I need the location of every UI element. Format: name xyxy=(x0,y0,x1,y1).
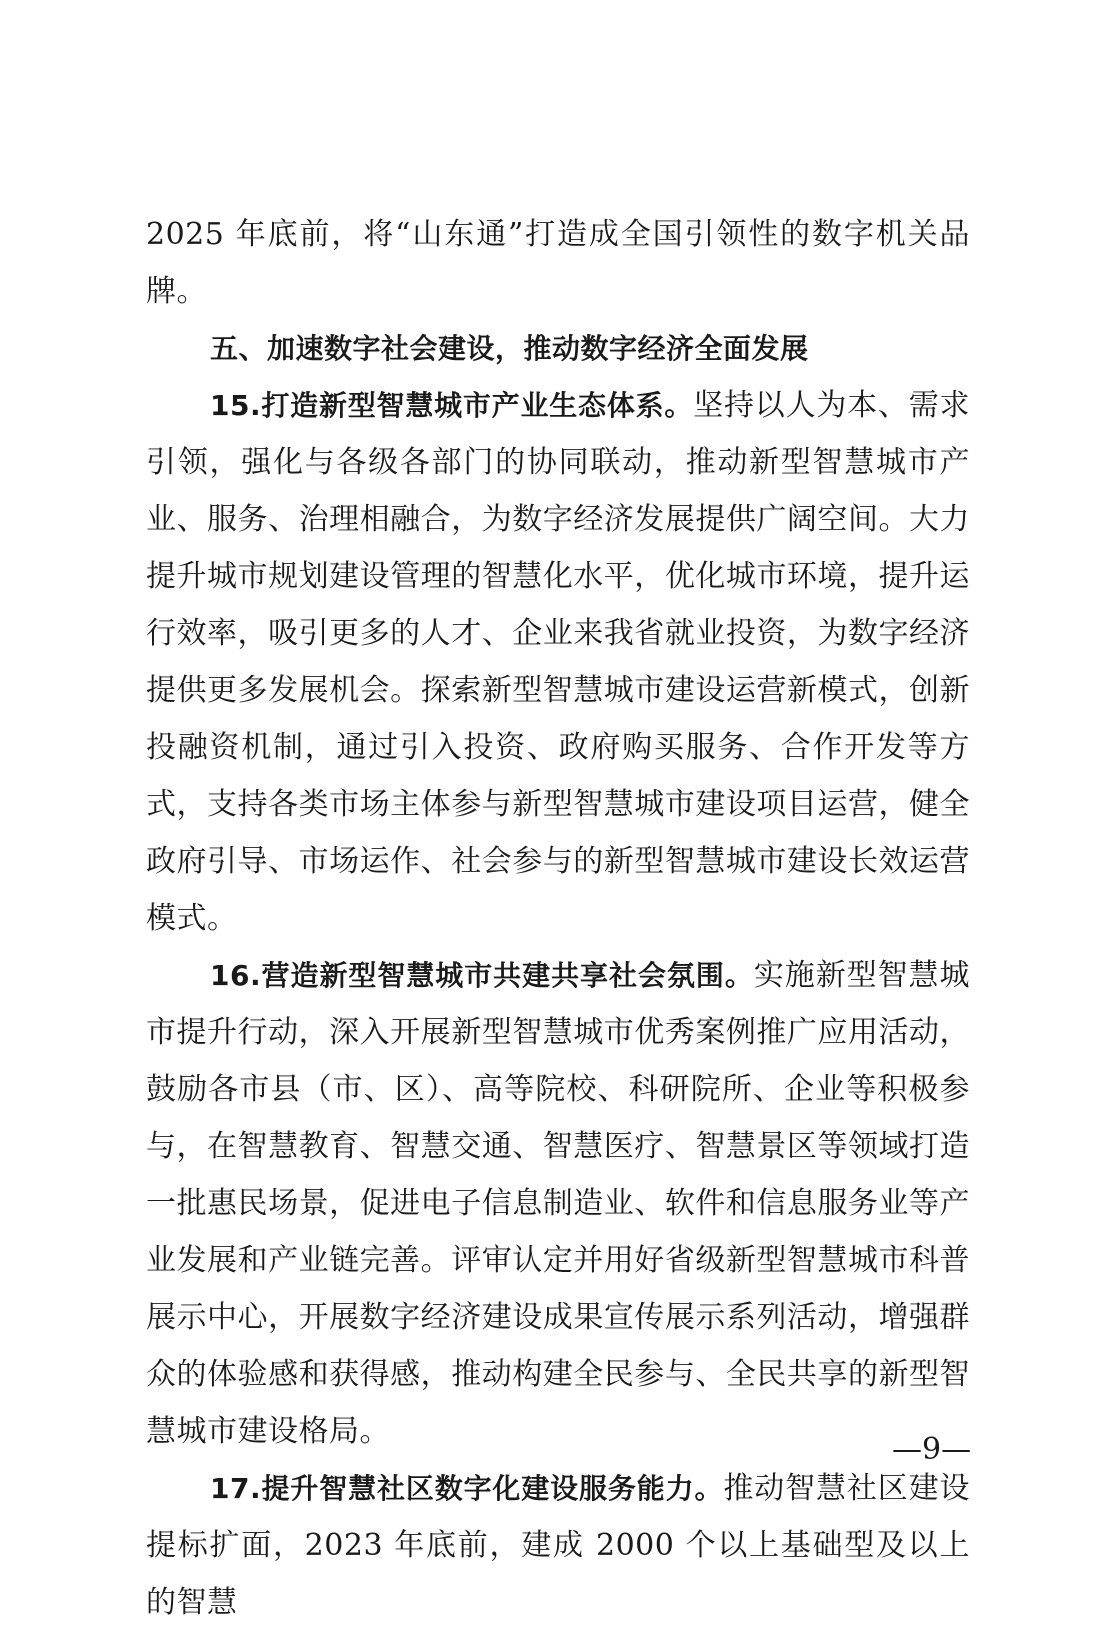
item-15-title: 15.打造新型智慧城市产业生态体系。 xyxy=(210,389,694,422)
document-body xyxy=(146,206,970,1631)
opening-line: 2025 年底前，将“山东通”打造成全国引领性的数字机关品牌。 xyxy=(146,217,970,309)
item-15-body: 坚持以人为本、需求引领，强化与各级各部门的协同联动，推动新型智慧城市产业、服务、治理相融合，为数字经济发展提供广阔空间。大力提升城市规划建设管理的智慧化水平，优化城市环境，提升运行效率，吸引更多的人才、企业来我省就业投资，为数字经济提供更多发展机会。探索新型智慧城市建设运营新模式，创新投融资机制，通过引入投资、政府购买服务、合作开发等方式，支持各类市场主体参与新型智慧城市建设项目运营，健全政府引导、市场运作、社会参与的新型智慧城市建设长效运营模式。 xyxy=(146,388,970,936)
item-16-body: 实施新型智慧城市提升行动，深入开展新型智慧城市优秀案例推广应用活动，鼓励各市县（市、区）、高等院校、科研院所、企业等积极参与，在智慧教育、智慧交通、智慧医疗、智慧景区等领域打造一批惠民场景，促进电子信息制造业、软件和信息服务业等产业发展和产业链完善。评审认定并用好省级新型智慧城市科普展示中心，开展数字经济建设成果宣传展示系列活动，增强群众的体验感和获得感，推动构建全民参与、全民共享的新型智慧城市建设格局。 xyxy=(146,958,971,1449)
item-17-title: 17.提升智慧社区数字化建设服务能力。 xyxy=(210,1472,724,1505)
item-17 xyxy=(146,1460,970,1631)
item-16 xyxy=(146,947,970,1460)
item-16-title: 16.营造新型智慧城市共建共享社会氛围。 xyxy=(210,959,754,992)
item-17-body: 推动智慧社区建设提标扩面，2023 年底前，建成 2000 个以上基础型及以上的智慧 xyxy=(146,1471,970,1620)
page-number: —9— xyxy=(892,1432,972,1467)
item-15 xyxy=(146,377,970,947)
section-heading: 五、加速数字社会建设，推动数字经济全面发展 xyxy=(210,332,809,365)
